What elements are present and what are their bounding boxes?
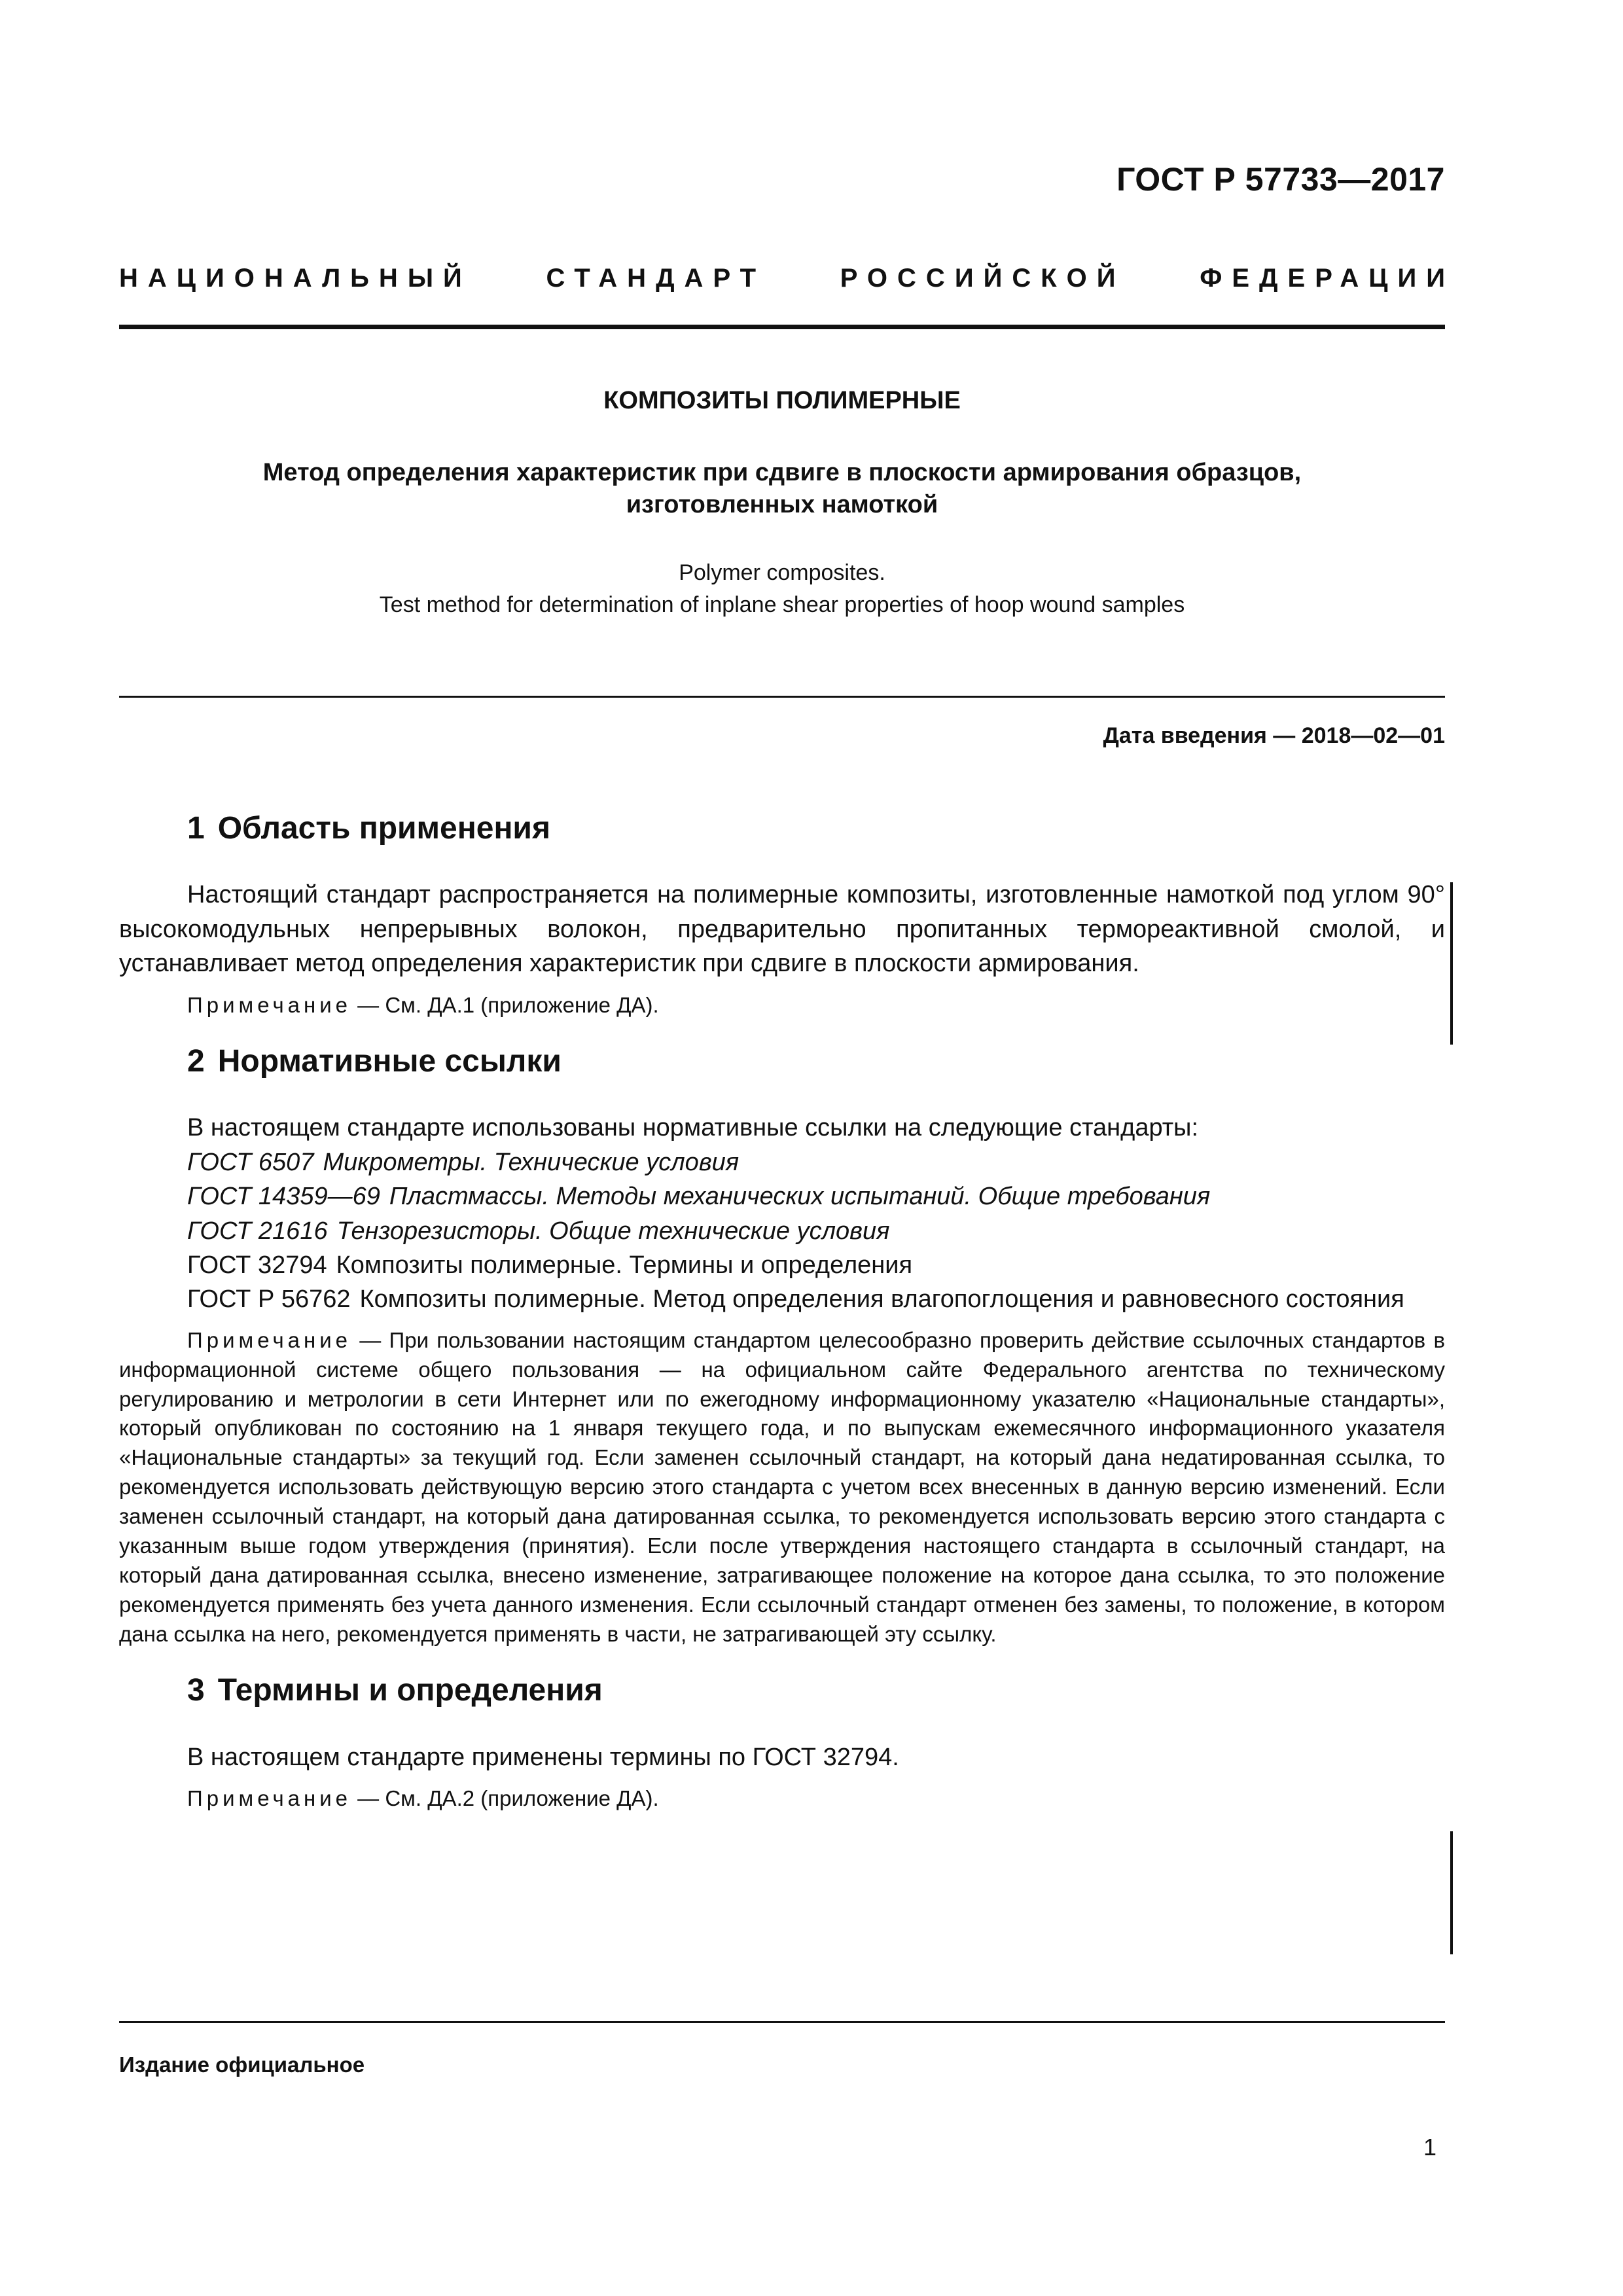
official-edition-label: Издание официальное [119,2053,365,2077]
reference-code: ГОСТ 14359—69 [187,1183,380,1211]
reference-title: Микрометры. Технические условия [323,1148,740,1176]
standard-designation: ГОСТ Р 57733—2017 [1116,161,1445,198]
banner-word: НАЦИОНАЛЬНЫЙ [119,264,472,293]
note-label: Примечание [187,992,352,1017]
subtitle: Метод определения характеристик при сдвиге в плоскости армирования образцов, изготовленных намоткой [262,458,1302,518]
intro-date: Дата введения — 2018—02—01 [1103,723,1445,748]
normative-reference [119,1214,1445,1248]
english-title [119,557,1445,620]
note [119,1784,1445,1814]
reference-title: Композиты полимерные. Термины и определения [336,1251,913,1279]
reference-code: ГОСТ 21616 [187,1217,328,1245]
banner-word: СТАНДАРТ [546,264,766,293]
title-rule [119,696,1445,698]
paragraph: Настоящий стандарт распространяется на полимерные композиты, изготовленные намоткой под углом 90° высокомодульных непрерывных волокон, предварительно пропитанных термореактивной смолой, и устанавливает метод определения характеристик при сдвиге в плоскости армирования. [119,881,1445,978]
section-number: 3 [187,1673,205,1708]
english-title-line: Polymer composites. [679,560,885,586]
section-heading [119,1043,1445,1079]
normative-reference [119,1179,1445,1213]
reference-title: Пластмассы. Методы механических испытаний. Общие требования [389,1183,1211,1211]
note-label: Примечание [187,1327,352,1352]
section-2 [119,1043,1445,1649]
reference-code: ГОСТ Р 56762 [187,1285,351,1314]
section-title: Область применения [217,811,550,846]
title-block [119,386,1445,620]
section-number: 1 [187,811,205,846]
section-title: Нормативные ссылки [217,1044,562,1079]
reference-intro: В настоящем стандарте использованы нормативные ссылки на следующие стандарты: [187,1114,1199,1142]
english-title-line: Test method for determination of inplane shear properties of hoop wound samples [379,592,1185,617]
document-body [119,810,1445,1837]
normative-reference [119,1248,1445,1282]
change-bar [1450,1831,1453,1954]
section-heading [119,1672,1445,1708]
note-text: — См. ДА.1 (приложение ДА). [351,992,659,1017]
national-standard-banner [119,264,1455,293]
page-number: 1 [1423,2134,1436,2161]
reference-code: ГОСТ 6507 [187,1148,314,1176]
section-number: 2 [187,1044,205,1079]
section-title: Термины и определения [217,1673,603,1708]
banner-word: ФЕДЕРАЦИИ [1200,264,1455,293]
note [119,990,1445,1020]
note-text: — См. ДА.2 (приложение ДА). [351,1786,659,1811]
note [119,1326,1445,1649]
note-text: — При пользовании настоящим стандартом целесообразно проверить действие ссылочных стандартов в информационной системе общего пользования — на официальном сайте Федерального агентства по техническому регулированию и метрологии в сети Интернет или по ежегодному информационному указателю «Национальные стандарты», который опубликован по состоянию на 1 января текущего года, и по выпускам ежемесячного информационного указателя «Национальные стандарты» за текущий год. Если заменен ссылочный стандарт, на который дана недатированная ссылка, то рекомендуется использовать действующую версию этого стандарта с учетом всех внесенных в данную версию изменений. Если заменен ссылочный стандарт, на который дана датированная ссылка, то рекомендуется использовать версию этого стандарта с указанным выше годом утверждения (принятия). Если после утверждения настоящего стандарта в ссылочный стандарт, на который дана датированная ссылка, внесено изменение, затрагивающее положение на которое дана ссылка, то это положение рекомендуется применять без учета данного изменения. Если ссылочный стандарт отменен без замены, то положение, в котором дана ссылка на него, рекомендуется применять в части, не затрагивающей эту ссылку. [119,1327,1445,1646]
normative-reference [119,1282,1445,1316]
reference-title: Тензорезисторы. Общие технические условия [336,1217,890,1245]
main-title: КОМПОЗИТЫ ПОЛИМЕРНЫЕ [603,387,961,414]
section-heading [119,810,1445,846]
reference-code: ГОСТ 32794 [187,1251,327,1279]
footer-rule [119,2021,1445,2023]
note-label: Примечание [187,1786,352,1811]
paragraph: В настоящем стандарте применены термины по ГОСТ 32794. [187,1743,899,1771]
section-1 [119,810,1445,1020]
reference-title: Композиты полимерные. Метод определения влагопоглощения и равновесного состояния [359,1285,1404,1314]
change-bar [1450,882,1453,1045]
section-3 [119,1672,1445,1813]
normative-reference [119,1145,1445,1179]
header-rule [119,325,1445,329]
banner-word: РОССИЙСКОЙ [840,264,1126,293]
